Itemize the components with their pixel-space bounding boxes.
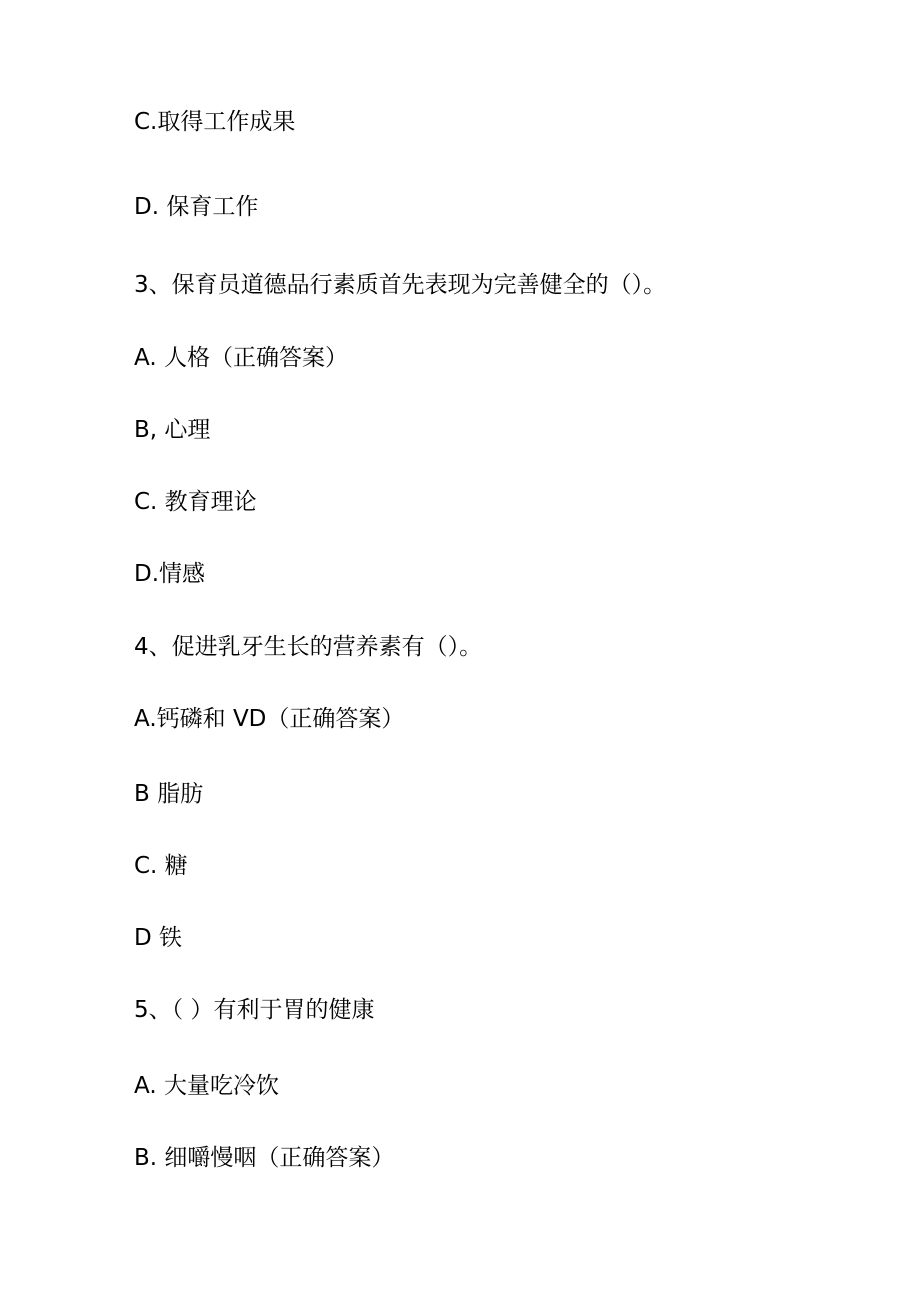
question-3: 3、保育员道德品行素质首先表现为完善健全的（）。 [134,272,667,298]
option-b-q3: B, 心理 [134,417,211,443]
question-5: 5、（ ）有利于胃的健康 [134,997,375,1023]
option-a-q4: A.钙磷和 VD（正确答案） [134,706,405,732]
option-d-q3: D.情感 [134,561,206,587]
option-d-q2: D. 保育工作 [134,194,259,220]
option-b-q4: B 脂肪 [134,781,204,807]
option-c-q3: C. 教育理论 [134,489,257,515]
option-d-q4: D 铁 [134,925,183,951]
option-a-q5: A. 大量吃冷饮 [134,1073,279,1099]
option-b-q5: B. 细嚼慢咽（正确答案） [134,1145,395,1171]
option-a-q3: A. 人格（正确答案） [134,345,348,371]
option-c-q4: C. 糖 [134,853,188,879]
option-c-q2: C.取得工作成果 [134,109,296,135]
question-4: 4、促进乳牙生长的营养素有（）。 [134,634,483,660]
